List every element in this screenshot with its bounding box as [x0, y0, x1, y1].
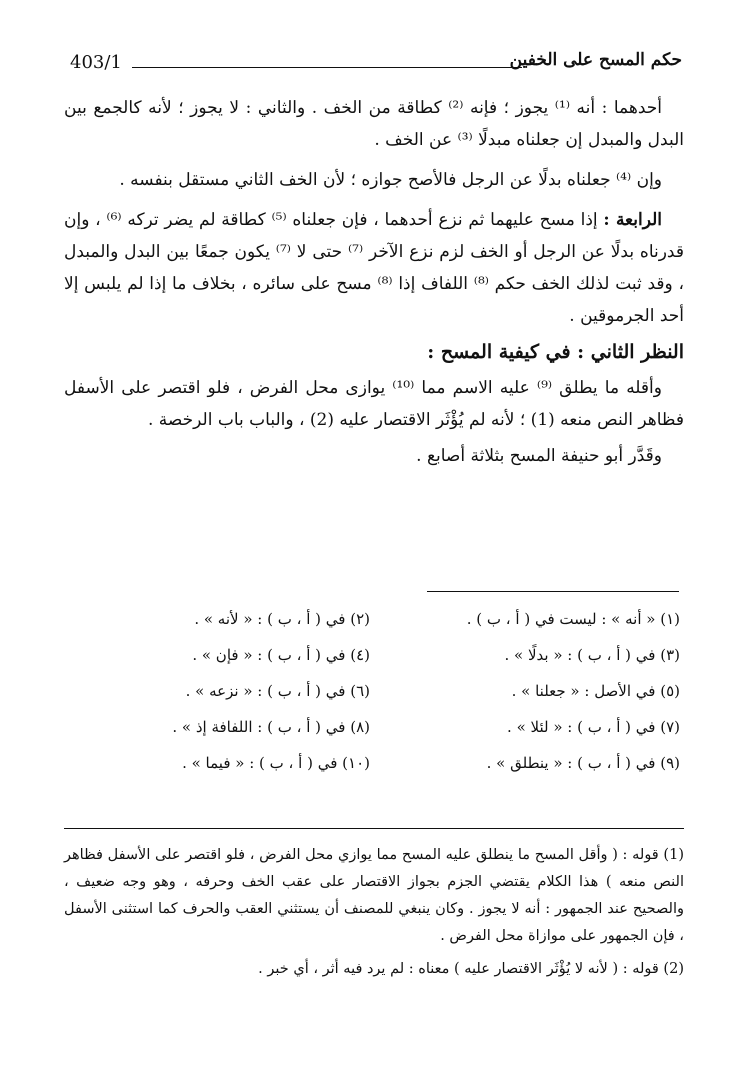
header-rule: [132, 67, 522, 68]
commentary-notes: [64, 842, 684, 989]
variant-note: (٩) في ( أ ، ب ) : « ينطلق » .: [486, 754, 680, 772]
variant-note: (١٠) في ( أ ، ب ) : « فيما » .: [182, 754, 370, 772]
paragraph-3-text: إذا مسح عليهما ثم نزع أحدهما ، فإن جعلناه ⁽⁵⁾ كطاقة لم يضر تركه ⁽⁶⁾ ، وإن قدرناه بدلًا عن الرجل أو الخف لزم نزع الآخر ⁽⁷⁾ حتى لا ⁽⁷⁾ يكون جمعًا بين البدل والمبدل ، وقد ثبت لذلك الخف حكم ⁽⁸⁾ اللفاف إذا ⁽⁸⁾ مسح على سائره ، بخلاف ما إذا لم يلبس إلا أحد الجرموقين .: [64, 210, 684, 326]
variant-note: (١) « أنه » : ليست في ( أ ، ب ) .: [466, 610, 680, 628]
paragraph-5: وقَدَّر أبو حنيفة المسح بثلاثة أصابع .: [416, 446, 662, 466]
commentary-note: (1) قوله : ( وأقل المسح ما ينطلق عليه المسح مما يوازي محل الفرض ، فلو اقتصر على الأسفل فظاهر النص منعه ) هذا الكلام يقتضي الجزم بجواز الاقتصار على عقب الخف وحرفه ، وهو وجه ضعيف ، والصحيح عند الجمهور : أنه لا يجوز . وكان ينبغي للمصنف أن يستثني العقب والحرف كما استثنى الأسفل ، فإن الجمهور على موازاة محل الفرض .: [64, 847, 684, 944]
variant-note: (٢) في ( أ ، ب ) : « لأنه » .: [194, 610, 370, 628]
paragraph-1: أحدهما : أنه ⁽¹⁾ يجوز ؛ فإنه ⁽²⁾ كطاقة من الخف . والثاني : لا يجوز ؛ لأنه كالجمع بين البدل والمبدل إن جعلناه مبدلًا ⁽³⁾ عن الخف .: [64, 98, 684, 150]
variant-note: (٧) في ( أ ، ب ) : « لئلا » .: [507, 718, 680, 736]
variant-note: (٥) في الأصل : « جعلنا » .: [511, 682, 680, 700]
main-text: [64, 92, 684, 476]
page-header: [70, 50, 682, 80]
paragraph-2: وإن ⁽⁴⁾ جعلناه بدلًا عن الرجل فالأصح جوازه ؛ لأن الخف الثاني مستقل بنفسه .: [119, 170, 662, 190]
page-number: 403/1: [70, 52, 122, 73]
variant-note: (٣) في ( أ ، ب ) : « بدلًا » .: [504, 646, 680, 664]
paragraph-3: [64, 204, 684, 332]
commentary-divider: [64, 828, 684, 829]
paragraph-4: وأقله ما يطلق ⁽⁹⁾ عليه الاسم مما ⁽¹⁰⁾ يوازى محل الفرض ، فلو اقتصر على الأسفل فظاهر النص منعه (1) ؛ لأنه لم يُؤْثَر الاقتصار عليه (2) ، والباب باب الرخصة .: [64, 378, 684, 430]
variant-note: (٤) في ( أ ، ب ) : « فإن » .: [192, 646, 370, 664]
manuscript-variants: [64, 604, 684, 778]
commentary-note: (2) قوله : ( لأنه لا يُؤْثَر الاقتصار عليه ) معناه : لم يرد فيه أثر ، أي خبر .: [258, 961, 684, 977]
running-title: حكم المسح على الخفين: [509, 50, 682, 70]
paragraph-3-lead: الرابعة :: [603, 210, 662, 230]
footnote-divider: [427, 591, 679, 592]
section-title: النظر الثاني : في كيفية المسح :: [427, 341, 684, 363]
variant-note: (٦) في ( أ ، ب ) : « نزعه » .: [185, 682, 370, 700]
variant-note: (٨) في ( أ ، ب ) : اللفافة إذ » .: [172, 718, 370, 736]
